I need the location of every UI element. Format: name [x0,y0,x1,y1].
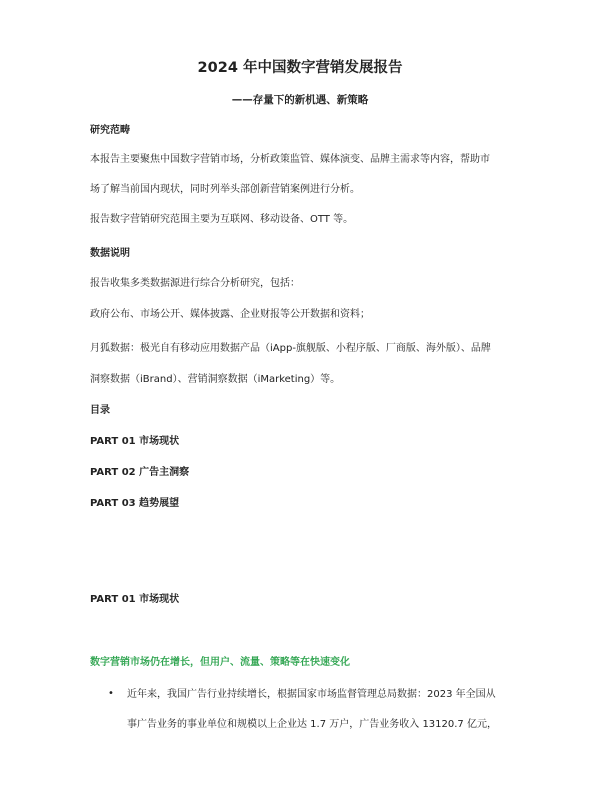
bullet-text-line: 近年来，我国广告行业持续增长，根据国家市场监督管理总局数据：2023 年全国从 [127,689,496,700]
toc-heading: 目录 [90,405,110,416]
bullet-dot-icon: • [108,688,114,699]
report-title: 2024 年中国数字营销发展报告 [197,60,403,76]
data-note-heading: 数据说明 [90,248,130,259]
scope-paragraph-line: 场了解当前国内现状，同时列举头部创新营销案例进行分析。 [90,184,360,195]
report-subtitle: ——存量下的新机遇、新策略 [231,94,369,106]
scope-heading: 研究范畴 [90,125,130,136]
data-note-line: 政府公布、市场公开、媒体披露、企业财报等公开数据和资料； [90,309,370,320]
part1-heading: PART 01 市场现状 [90,594,180,605]
data-note-line: 报告收集多类数据源进行综合分析研究，包括： [90,278,300,289]
scope-paragraph: 报告数字营销研究范围主要为互联网、移动设备、OTT 等。 [90,214,354,225]
data-note-line: 洞察数据（iBrand）、营销洞察数据（iMarketing）等。 [90,374,341,385]
toc-item[interactable]: PART 03 趋势展望 [90,498,180,509]
scope-paragraph-line: 本报告主要聚焦中国数字营销市场，分析政策监管、媒体演变、品牌主需求等内容，帮助市 [90,154,490,165]
bullet-text-line: 事广告业务的事业单位和规模以上企业达 1.7 万户，广告业务收入 13120.7 亿元， [127,719,497,730]
section-title: 数字营销市场仍在增长，但用户、流量、策略等在快速变化 [90,657,350,668]
toc-item[interactable]: PART 02 广告主洞察 [90,467,190,478]
data-note-line: 月狐数据：极光自有移动应用数据产品（iApp-旗舰版、小程序版、厂商版、海外版）、品牌 [90,343,491,354]
toc-item[interactable]: PART 01 市场现状 [90,436,180,447]
